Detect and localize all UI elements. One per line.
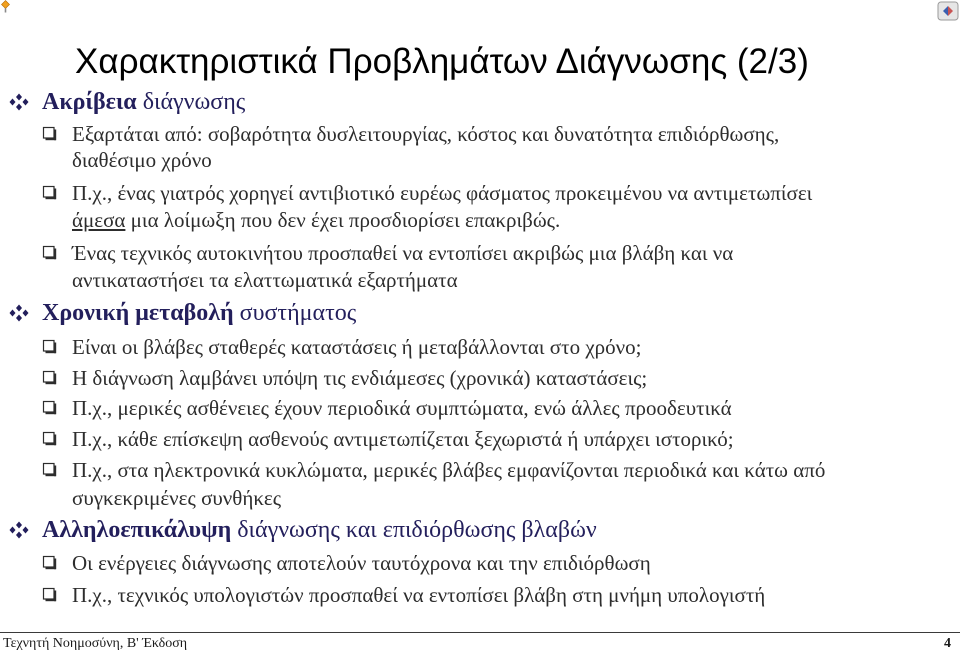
section-heading-rest: συστήματος <box>239 300 357 326</box>
page-number: 4 <box>944 636 951 651</box>
slide-corner-icon <box>0 0 11 13</box>
shadowed-square-icon <box>42 400 58 416</box>
bullet-text-line <box>72 207 560 233</box>
underlined-word: άμεσα <box>72 208 126 232</box>
bullet-text-line: Είναι οι βλάβες σταθερές καταστάσεις ή μεταβάλλονται στο χρόνο; <box>72 335 642 359</box>
bullet-text-line: συγκεκριμένες συνθήκες <box>72 486 282 510</box>
section-heading-keyword: Αλληλοεπικάλυψη <box>42 517 232 543</box>
section-heading <box>42 87 245 117</box>
shadowed-square-icon <box>42 126 58 142</box>
shadowed-square-icon <box>42 185 58 201</box>
shadowed-square-icon <box>42 462 58 478</box>
diamond-cluster-icon <box>8 521 30 539</box>
diamond-cluster-icon <box>8 93 30 111</box>
bullet-text-line: διαθέσιμο χρόνο <box>72 148 212 172</box>
shadowed-square-icon <box>42 370 58 386</box>
footer-text: Τεχνητή Νοημοσύνη, Β' Έκδοση <box>3 636 188 651</box>
bullet-text-line: Η διάγνωση λαμβάνει υπόψη τις ενδιάμεσες (χρονικά) καταστάσεις; <box>72 366 648 390</box>
bullet-text-line: Π.χ., μερικές ασθένειες έχουν περιοδικά συμπτώματα, ενώ άλλες προοδευτικά <box>72 396 732 420</box>
bullet-text-line: Π.χ., στα ηλεκτρονικά κυκλώματα, μερικές βλάβες εμφανίζονται περιοδικά και κάτω από <box>72 458 826 482</box>
shadowed-square-icon <box>42 555 58 571</box>
shadowed-square-icon <box>42 431 58 447</box>
diamond-cluster-icon <box>8 304 30 322</box>
section-heading-rest: διάγνωσης και επιδιόρθωσης βλαβών <box>237 517 597 543</box>
bullet-text-line: αντικαταστήσει τα ελαττωματικά εξαρτήματα <box>72 268 458 292</box>
section-heading-rest: διάγνωσης <box>142 89 246 115</box>
bullet-text-rest: μια λοίμωξη που δεν έχει προσδιορίσει επακριβώς. <box>130 208 561 232</box>
section-heading-keyword: Ακρίβεια <box>42 89 137 115</box>
bullet-text-line: Π.χ., τεχνικός υπολογιστών προσπαθεί να εντοπίσει βλάβη στη μνήμη υπολογιστή <box>72 583 766 607</box>
section-heading-keyword: Χρονική μεταβολή <box>42 300 234 326</box>
navigation-icon <box>937 1 959 21</box>
bullet-text-line: Οι ενέργειες διάγνωσης αποτελούν ταυτόχρονα και την επιδιόρθωση <box>72 551 651 575</box>
shadowed-square-icon <box>42 587 58 603</box>
shadowed-square-icon <box>42 245 58 261</box>
section-heading <box>42 515 597 545</box>
bullet-text-line: Π.χ., ένας γιατρός χορηγεί αντιβιοτικό ευρέως φάσματος προκειμένου να αντιμετωπίσει <box>72 181 813 205</box>
bullet-text-line: Ένας τεχνικός αυτοκινήτου προσπαθεί να εντοπίσει ακριβώς μια βλάβη και να <box>72 241 734 265</box>
bullet-text-line: Εξαρτάται από: σοβαρότητα δυσλειτουργίας, κόστος και δυνατότητα επιδιόρθωσης, <box>72 122 780 146</box>
bullet-text-line: Π.χ., κάθε επίσκεψη ασθενούς αντιμετωπίζεται ξεχωριστά ή υπάρχει ιστορικό; <box>72 427 734 451</box>
slide-title: Χαρακτηριστικά Προβλημάτων Διάγνωσης (2/3) <box>75 42 809 81</box>
footer-divider <box>0 632 960 633</box>
section-heading <box>42 298 356 328</box>
shadowed-square-icon <box>42 339 58 355</box>
